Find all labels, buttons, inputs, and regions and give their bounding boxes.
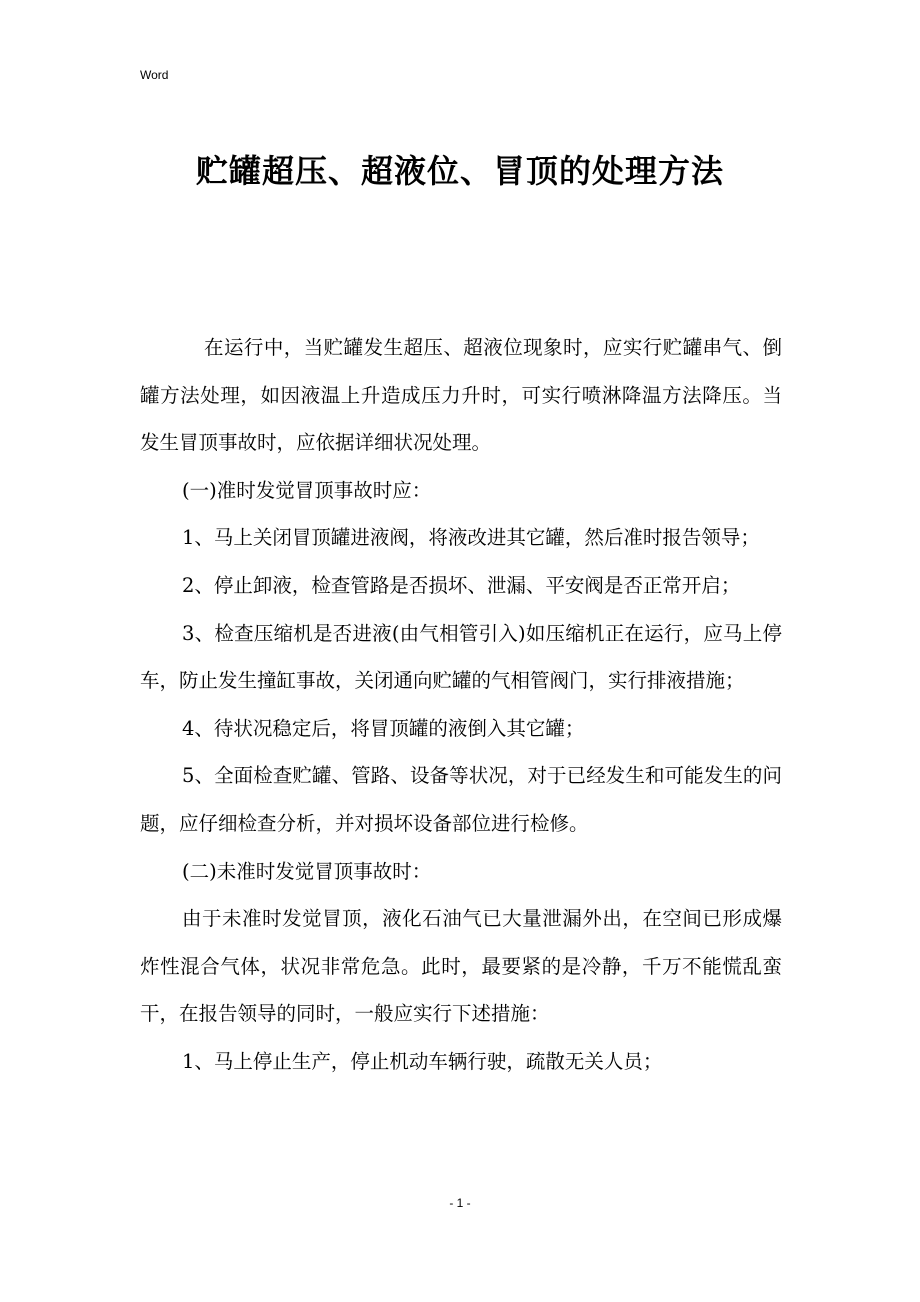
list-item: 1、马上停止生产，停止机动车辆行驶，疏散无关人员； — [182, 1049, 663, 1073]
page-number: - 1 - — [449, 1196, 471, 1210]
list-item: 2、停止卸液，检查管路是否损坏、泄漏、平安阀是否正常开启； — [182, 573, 741, 597]
paragraph-intro: 在运行中，当贮罐发生超压、超液位现象时，应实行贮罐串气、倒罐方法处理，如因液温上升造成压力升时，可实行喷淋降温方法降压。当发生冒顶事故时，应依据详细状况处理。 — [140, 336, 782, 455]
list-item: 4、待状况稳定后，将冒顶罐的液倒入其它罐； — [182, 716, 585, 740]
section-heading-2: (二)未准时发觉冒顶事故时： — [182, 859, 432, 883]
document-title: 贮罐超压、超液位、冒顶的处理方法 — [195, 152, 724, 190]
section-heading-1: (一)准时发觉冒顶事故时应： — [182, 478, 432, 502]
list-item: 5、全面检查贮罐、管路、设备等状况，对于已经发生和可能发生的问题，应仔细检查分析，并对损坏设备部位进行检修。 — [140, 764, 782, 835]
paragraph: 由于未准时发觉冒顶，液化石油气已大量泄漏外出，在空间已形成爆炸性混合气体，状况非常危急。此时，最要紧的是冷静，千万不能慌乱蛮干，在报告领导的同时，一般应实行下述措施： — [140, 907, 782, 1026]
header-label: Word — [140, 68, 169, 82]
document-body — [140, 324, 782, 1086]
list-item: 1、马上关闭冒顶罐进液阀，将液改进其它罐，然后准时报告领导； — [182, 526, 760, 550]
list-item: 3、检查压缩机是否进液(由气相管引入)如压缩机正在运行，应马上停车，防止发生撞缸事故，关闭通向贮罐的气相管阀门，实行排液措施； — [140, 621, 782, 693]
